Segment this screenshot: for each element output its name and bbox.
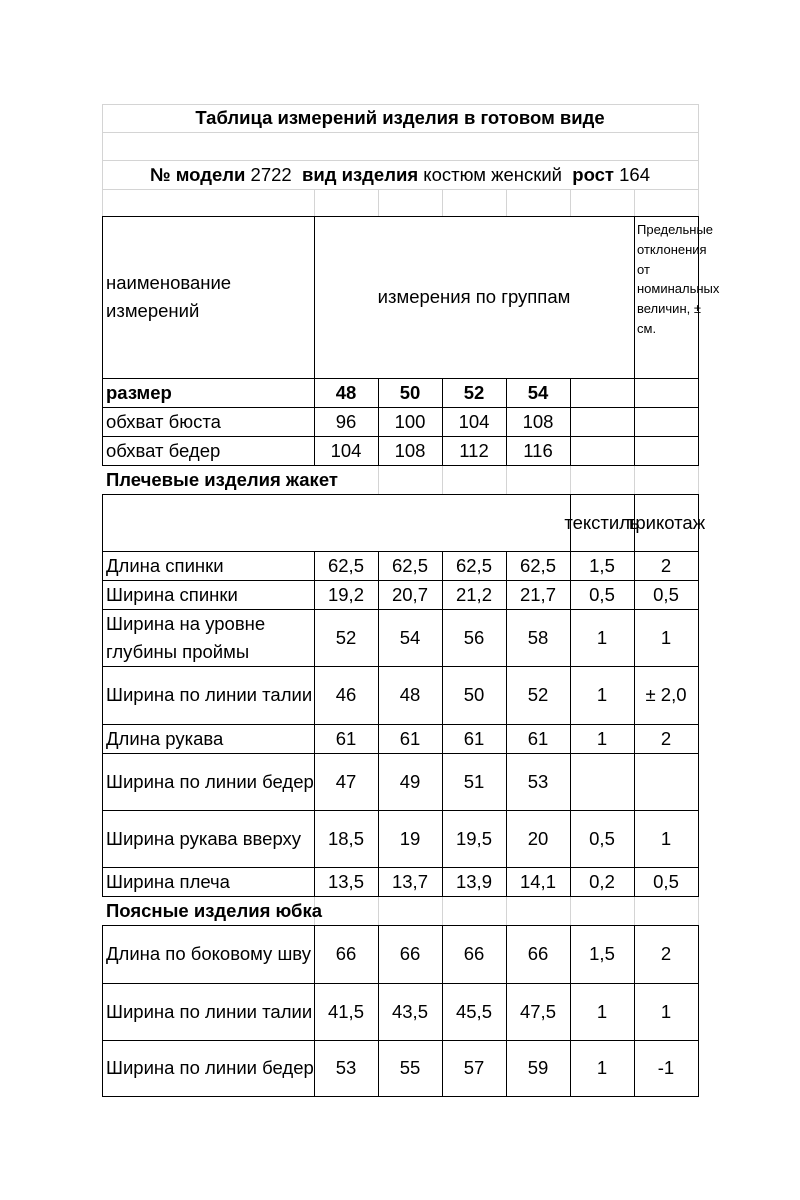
jacket-row-value: 21,2 <box>455 583 492 605</box>
skirt-row-value: 47,5 <box>519 1000 556 1022</box>
size-value: 52 <box>463 381 485 403</box>
jacket-row-knit <box>634 753 698 810</box>
tolerance-textile-header: текстиль <box>564 511 640 533</box>
jacket-row-value: 53 <box>527 770 549 792</box>
jacket-row-value: 19,5 <box>455 827 492 849</box>
body-row-value: 104 <box>330 439 362 461</box>
jacket-row-value: 19 <box>399 827 421 849</box>
model-value: 2722 <box>250 163 292 185</box>
gridline <box>570 896 571 926</box>
jacket-row-name: Ширина по линии талии <box>106 684 313 705</box>
skirt-row-value: 45,5 <box>455 1000 492 1022</box>
jacket-row-knit: 0,5 <box>653 870 679 892</box>
skirt-row-textile: 1 <box>596 1057 608 1078</box>
skirt-section-title: Поясные изделия юбка <box>106 899 323 921</box>
jacket-row-value: 52 <box>335 626 357 648</box>
sheet-title: Таблица измерений изделия в готовом виде <box>195 107 605 128</box>
skirt-row-name: Ширина по линии бедер <box>106 1057 314 1078</box>
model-label: № модели <box>149 163 246 185</box>
jacket-row-value: 62,5 <box>455 554 492 576</box>
skirt-row-knit: -1 <box>657 1057 675 1078</box>
skirt-row-value: 66 <box>527 943 549 964</box>
skirt-row-knit: 1 <box>660 1000 672 1022</box>
jacket-row-textile: 1 <box>596 626 608 648</box>
jacket-row-value: 13,7 <box>391 870 428 892</box>
jacket-row-knit: 1 <box>660 626 672 648</box>
body-row-name: обхват бюста <box>106 410 221 432</box>
jacket-row-name: Ширина плеча <box>106 870 230 892</box>
type-value: костюм женский <box>423 163 562 185</box>
body-row-name: обхват бедер <box>106 439 221 461</box>
table-border <box>570 378 571 466</box>
skirt-row-value: 43,5 <box>391 1000 428 1022</box>
gridline <box>698 465 699 495</box>
skirt-row-value: 41,5 <box>327 1000 364 1022</box>
model-info <box>102 160 698 189</box>
jacket-row-textile: 0,5 <box>589 583 615 605</box>
tolerance-knit-header: трикотаж <box>626 511 706 533</box>
jacket-row-value: 13,9 <box>455 870 492 892</box>
gridline <box>634 896 635 926</box>
skirt-row-value: 66 <box>463 943 485 964</box>
jacket-row-knit: 0,5 <box>653 583 679 605</box>
jacket-row-value: 62,5 <box>327 554 364 576</box>
jacket-row-textile: 1 <box>596 727 608 749</box>
jacket-row-textile <box>570 753 634 810</box>
gridline <box>102 132 699 133</box>
skirt-row-value: 66 <box>335 943 357 964</box>
gridline <box>102 189 699 190</box>
skirt-row-value: 53 <box>335 1057 357 1078</box>
jacket-row-value: 50 <box>463 684 485 705</box>
skirt-row-name: Длина по боковому шву <box>106 943 311 964</box>
skirt-row-textile: 1 <box>596 1000 608 1022</box>
body-row-value: 104 <box>458 410 490 432</box>
jacket-row-knit: ± 2,0 <box>645 684 687 705</box>
table-border <box>698 494 699 897</box>
body-row-value: 116 <box>523 439 553 461</box>
jacket-row-name: Ширина по линии бедер <box>106 770 314 792</box>
gridline <box>634 189 635 217</box>
jacket-section-title: Плечевые изделия жакет <box>106 468 338 490</box>
jacket-row-value: 61 <box>335 727 357 749</box>
table-border <box>698 925 699 1097</box>
height-value: 164 <box>619 163 651 185</box>
jacket-row-value: 48 <box>399 684 421 705</box>
body-row-value: 112 <box>459 439 489 461</box>
jacket-row-name: Длина спинки <box>106 554 224 576</box>
body-row-value: 96 <box>335 410 357 432</box>
body-row-value: 108 <box>394 439 426 461</box>
size-value: 48 <box>335 381 357 403</box>
jacket-row-name: Длина рукава <box>106 727 224 749</box>
skirt-row-value: 66 <box>399 943 421 964</box>
jacket-row-value: 46 <box>335 684 357 705</box>
jacket-row-value: 62,5 <box>391 554 428 576</box>
jacket-row-value: 61 <box>399 727 421 749</box>
jacket-row-value: 47 <box>335 770 357 792</box>
jacket-row-name: Ширина спинки <box>106 583 238 605</box>
jacket-row-value: 61 <box>527 727 549 749</box>
gridline <box>570 189 571 217</box>
jacket-row-knit: 1 <box>660 827 672 849</box>
jacket-row-textile: 1,5 <box>589 554 615 576</box>
jacket-row-textile: 0,2 <box>589 870 615 892</box>
jacket-row-value: 21,7 <box>519 583 556 605</box>
jacket-row-value: 13,5 <box>327 870 364 892</box>
gridline <box>506 189 507 217</box>
jacket-row-name: Ширина рукава вверху <box>106 827 302 849</box>
skirt-row-value: 55 <box>399 1057 421 1078</box>
jacket-row-name: Ширина на уровне глубины проймы <box>106 612 266 662</box>
table-border <box>102 1096 699 1097</box>
skirt-row-value: 59 <box>527 1057 549 1078</box>
jacket-row-value: 20 <box>527 827 549 849</box>
gridline <box>698 104 699 217</box>
jacket-row-value: 52 <box>527 684 549 705</box>
model-line <box>150 161 650 189</box>
jacket-row-value: 19,2 <box>327 583 364 605</box>
height-label: рост <box>572 163 614 185</box>
gridline <box>570 465 571 495</box>
gridline <box>634 465 635 495</box>
jacket-row-value: 18,5 <box>327 827 364 849</box>
jacket-row-value: 49 <box>399 770 421 792</box>
jacket-row-value: 61 <box>463 727 485 749</box>
body-row-value: 100 <box>394 410 426 432</box>
skirt-row-knit: 2 <box>660 943 672 964</box>
jacket-row-value: 14,1 <box>519 870 556 892</box>
header-groups-col: измерения по группам <box>377 286 571 307</box>
skirt-row-textile: 1,5 <box>589 943 615 964</box>
type-label: вид изделия <box>301 163 419 185</box>
size-value: 54 <box>527 381 549 403</box>
header-name-col: наименование измерений <box>106 272 232 321</box>
gridline <box>442 189 443 217</box>
jacket-row-value: 51 <box>463 770 485 792</box>
jacket-row-knit: 2 <box>660 554 672 576</box>
jacket-row-value: 54 <box>399 626 421 648</box>
jacket-row-value: 56 <box>463 626 485 648</box>
gridline <box>698 896 699 926</box>
jacket-row-textile: 1 <box>596 684 608 705</box>
gridline <box>314 189 315 217</box>
jacket-row-value: 62,5 <box>519 554 556 576</box>
skirt-row-name: Ширина по линии талии <box>106 1000 313 1022</box>
gridline <box>378 189 379 217</box>
size-label: размер <box>106 381 172 403</box>
jacket-row-knit: 2 <box>660 727 672 749</box>
jacket-row-value: 20,7 <box>391 583 428 605</box>
header-tolerance-col: Предельные отклонения от номинальных величин, ± см. <box>637 222 720 336</box>
size-value: 50 <box>399 381 421 403</box>
body-row-value: 108 <box>522 410 554 432</box>
skirt-row-value: 57 <box>463 1057 485 1078</box>
jacket-row-textile: 0,5 <box>589 827 615 849</box>
jacket-row-value: 58 <box>527 626 549 648</box>
